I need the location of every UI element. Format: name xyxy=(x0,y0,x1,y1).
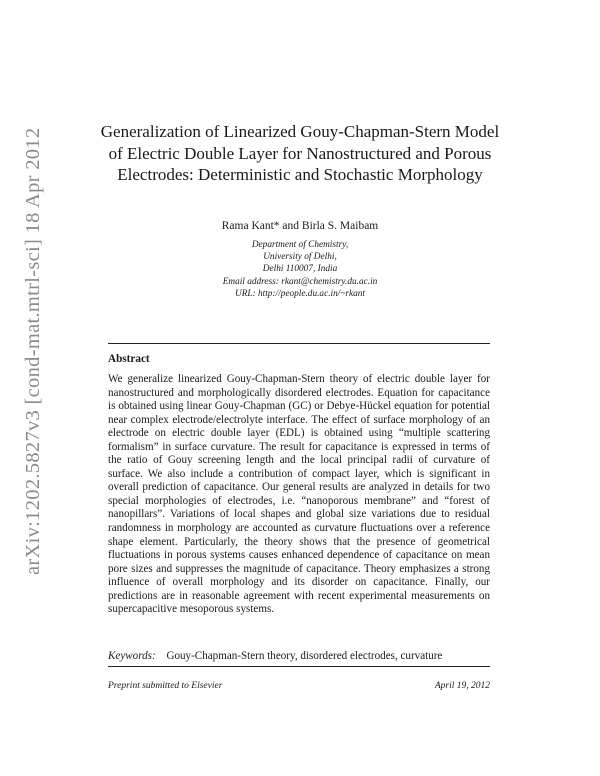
arxiv-identifier-stamp: arXiv:1202.5827v3 [cond-mat.mtrl-sci] 18 Apr 2012 xyxy=(22,127,44,575)
affiliation-url: URL: http://people.du.ac.in/~rkant xyxy=(234,288,365,299)
preprint-note: Preprint submitted to Elsevier xyxy=(108,681,223,691)
affiliation-email: Email address: rkant@chemistry.du.ac.in xyxy=(222,276,378,287)
abstract-top-rule xyxy=(108,343,490,344)
abstract-bottom-rule xyxy=(108,666,490,667)
affiliation-university: University of Delhi, xyxy=(263,252,337,263)
abstract-heading: Abstract xyxy=(108,353,150,365)
keywords-label: Keywords: xyxy=(108,650,156,662)
keywords-text: Gouy-Chapman-Stern theory, disordered electrodes, curvature xyxy=(166,650,443,662)
preprint-date: April 19, 2012 xyxy=(434,681,490,691)
keywords-line xyxy=(108,650,442,662)
paper-title: Generalization of Linearized Gouy-Chapman-Stern Model of Electric Double Layer for Nanostructured and Porous Electrodes: Deterministic and Stochastic Morphology xyxy=(100,122,500,184)
author-list: Rama Kant* and Birla S. Maibam xyxy=(221,220,379,232)
affiliation-city: Delhi 110007, India xyxy=(262,264,338,275)
abstract-text: We generalize linearized Gouy-Chapman-Stern theory of electric double layer for nanostructured and morphologically disordered electrodes. Equation for capacitance is obtained using linear Gouy-Chapman (GC) or Debye-Hückel equation for potential near complex electrode/electrolyte interface. The effect of surface morphology of an electrode on electric double layer (EDL) is obtained using “multiple scattering formalism” in surface curvature. The result for capacitance is expressed in terms of the ratio of Gouy screening length and the local principal radii of curvature of surface. We also include a contribution of compact layer, which is significant in overall prediction of capacitance. Our general results are analyzed in details for two special morphologies of electrodes, i.e. “nanoporous membrane” and “forest of nanopillars”. Variations of local shapes and global size variations due to residual randomness in morphology are accounted as curvature fluctuations over a reference shape element. Particularly, the theory shows that the presence of geometrical fluctuations in porous systems causes enhanced dependence of capacitance on mean pore sizes and suppresses the magnitude of capacitance. Theory emphasizes a strong influence of overall morphology and its disorder on capacitance. Finally, our predictions are in reasonable agreement with recent experimental measurements on supercapacitive mesoporous systems. xyxy=(108,373,490,616)
affiliation-block xyxy=(100,239,500,300)
affiliation-department: Department of Chemistry, xyxy=(251,240,349,250)
